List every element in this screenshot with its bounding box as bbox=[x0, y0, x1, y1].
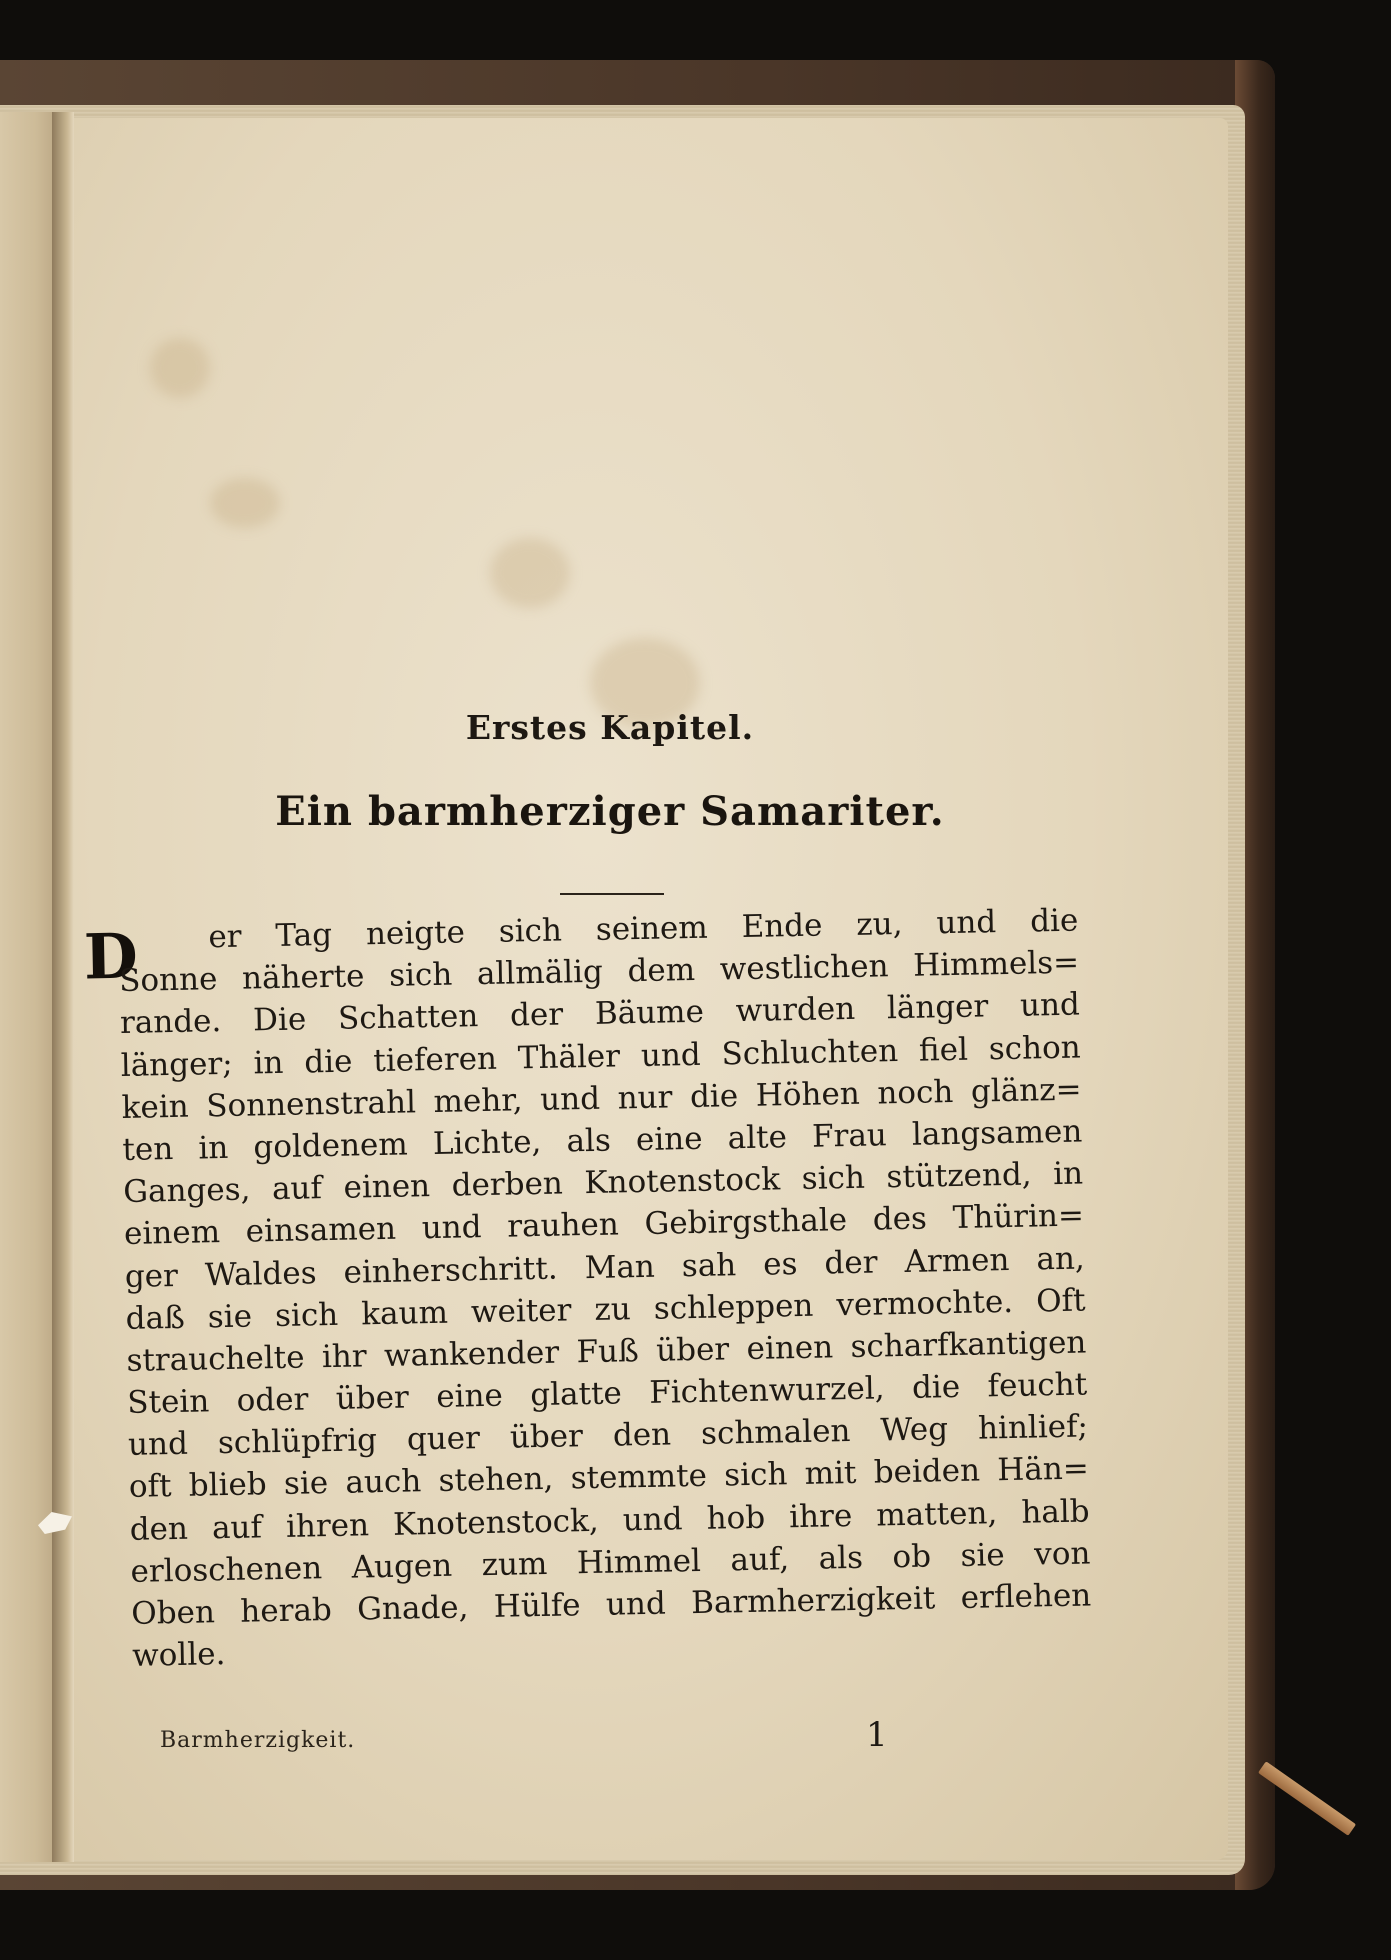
body-text bbox=[118, 900, 1092, 1678]
text-line: Sonne näherte sich allmälig dem westlichen Himmels= bbox=[118, 944, 1080, 1000]
text-line: strauchelte ihr wankender Fuß über einen scharfkantigen bbox=[126, 1324, 1087, 1379]
text-line: einem einsamen und rauhen Gebirgsthale des Thürin= bbox=[123, 1197, 1085, 1253]
text-line: ger Waldes einherschritt. Man sah es der Armen an, bbox=[124, 1240, 1086, 1295]
text-line: oft blieb sie auch stehen, stemmte sich mit beiden Hän= bbox=[128, 1450, 1090, 1506]
book-gutter bbox=[52, 112, 74, 1862]
text-line: Oben herab Gnade, Hülfe und Barmherzigkeit erflehen bbox=[131, 1577, 1092, 1632]
text-line: den auf ihren Knotenstock, und hob ihre matten, halb bbox=[129, 1493, 1090, 1548]
text-line: er Tag neigte sich seinem Ende zu, und die bbox=[208, 902, 1079, 956]
chapter-heading: Erstes Kapitel. bbox=[465, 708, 755, 747]
title-rule bbox=[560, 893, 664, 895]
text-line: länger; in die tieferen Thäler und Schluchten fiel schon bbox=[120, 1029, 1082, 1084]
text-line: Ganges, auf einen derben Knotenstock sich stützend, in bbox=[122, 1155, 1084, 1211]
page-stain bbox=[210, 478, 280, 528]
text-line: und schlüpfrig quer über den schmalen Weg hinlief; bbox=[127, 1408, 1089, 1464]
drop-initial: D bbox=[83, 919, 139, 994]
page-stain bbox=[490, 538, 570, 608]
text-line: daß sie sich kaum weiter zu schleppen vermochte. Oft bbox=[125, 1282, 1086, 1337]
page-number: 1 bbox=[866, 1715, 888, 1755]
page-stain bbox=[150, 338, 210, 398]
chapter-title: Ein barmherziger Samariter. bbox=[275, 788, 945, 835]
text-line: erloschenen Augen zum Himmel auf, als ob sie von bbox=[130, 1535, 1091, 1590]
text-line: Stein oder über eine glatte Fichtenwurzel, die feucht bbox=[126, 1366, 1088, 1421]
text-line: wolle. bbox=[131, 1636, 226, 1675]
text-line: ten in goldenem Lichte, als eine alte Frau langsamen bbox=[122, 1113, 1083, 1168]
left-page-edge bbox=[0, 112, 60, 1862]
signature-mark: Barmherzigkeit. bbox=[160, 1728, 356, 1753]
text-line: rande. Die Schatten der Bäume wurden länger und bbox=[119, 986, 1081, 1042]
text-line: kein Sonnenstrahl mehr, und nur die Höhen noch glänz= bbox=[121, 1071, 1082, 1126]
